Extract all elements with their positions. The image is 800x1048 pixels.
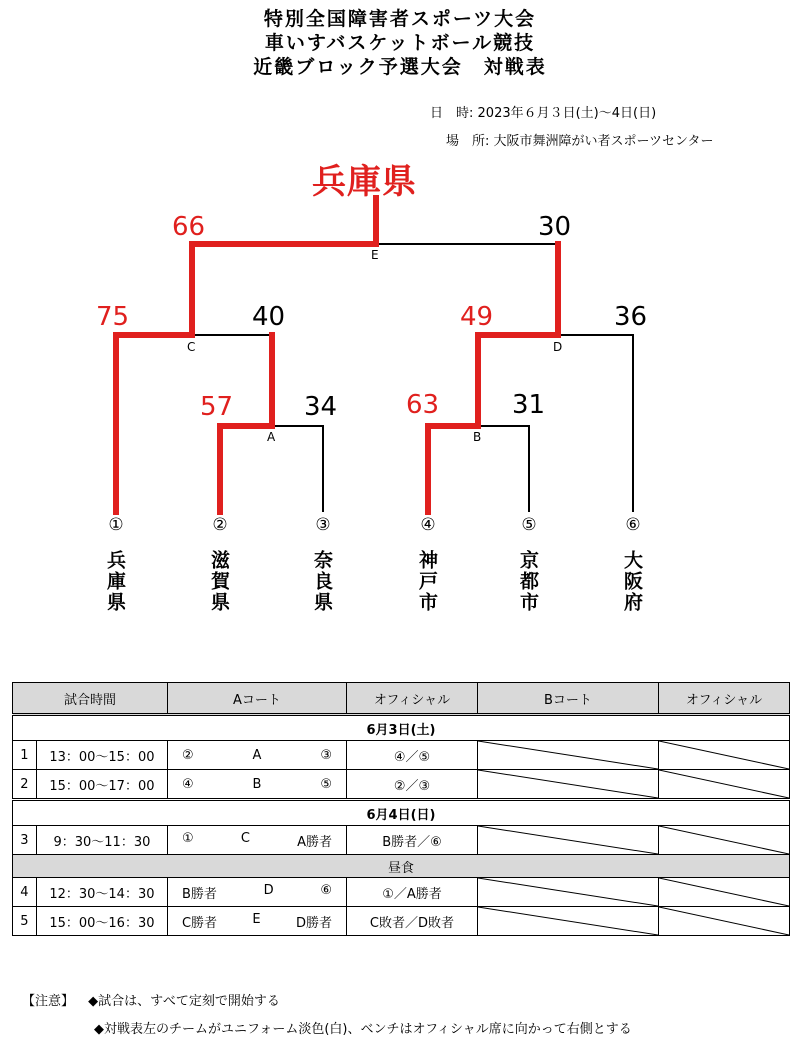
row-b-official-empty xyxy=(658,878,789,907)
win-path-A xyxy=(220,335,272,512)
row-a-court xyxy=(167,878,346,907)
row-time: 12：30～14：30 xyxy=(36,878,167,907)
seed-6: ⑥ xyxy=(625,515,641,535)
match-label-D: D xyxy=(553,340,563,354)
row-right-team: D勝者 xyxy=(295,915,332,931)
row-right-team: ③ xyxy=(320,747,332,763)
day-row-2 xyxy=(13,800,790,826)
header-official-b: オフィシャル xyxy=(658,683,789,715)
winning-lines xyxy=(116,198,558,512)
score-D-left: 49 xyxy=(460,302,494,332)
win-path-B xyxy=(428,244,558,512)
row-match: E xyxy=(252,911,261,927)
row-a-court xyxy=(167,741,346,770)
match-label-E: E xyxy=(371,248,379,262)
row-b-court-empty xyxy=(477,826,658,855)
title-line-2: 車いすバスケットボール競技 xyxy=(264,32,536,54)
score-B-right: 31 xyxy=(512,390,546,420)
header-b-court: Bコート xyxy=(477,683,658,715)
seed-2: ② xyxy=(212,515,228,535)
team-1: 兵庫県 xyxy=(104,550,126,613)
line-5 xyxy=(478,426,529,512)
row-no: 2 xyxy=(13,770,37,800)
row-time: 15：00～17：00 xyxy=(36,770,167,800)
row-b-official-empty xyxy=(658,741,789,770)
row-a-court xyxy=(167,770,346,800)
table-header-row xyxy=(13,683,790,715)
row-left-team: ④ xyxy=(181,776,194,792)
team-2: 滋賀県 xyxy=(208,550,230,613)
table-row xyxy=(13,770,790,800)
score-C-right: 40 xyxy=(252,302,286,332)
notes-text-1: ◆試合は、すべて定刻で開始する xyxy=(88,994,280,1009)
losing-lines xyxy=(192,244,633,512)
row-right-team: A勝者 xyxy=(297,834,332,850)
score-C-left: 75 xyxy=(96,302,130,332)
match-label-C: C xyxy=(187,340,196,354)
team-6: 大阪府 xyxy=(621,550,643,613)
header-a-court: Aコート xyxy=(167,683,346,715)
score-E-right: 30 xyxy=(538,212,572,242)
row-left-team: ① xyxy=(181,830,194,846)
row-b-court-empty xyxy=(477,878,658,907)
row-b-official-empty xyxy=(658,826,789,855)
row-left-team: ② xyxy=(181,747,194,763)
score-B-left: 63 xyxy=(406,390,440,420)
team-5: 京都市 xyxy=(517,550,539,613)
score-A-right: 34 xyxy=(304,392,338,422)
notes-line-2 xyxy=(94,1018,632,1037)
day-row-1 xyxy=(13,715,790,741)
title-line-3: 近畿ブロック予選大会 対戦表 xyxy=(253,56,547,78)
row-b-official-empty xyxy=(658,907,789,936)
row-match: D xyxy=(263,882,274,898)
day-label-2: 6月4日(日) xyxy=(13,800,790,826)
lunch-row xyxy=(13,855,790,878)
row-a-court xyxy=(167,907,346,936)
schedule-table xyxy=(12,682,790,936)
venue-value: 大阪市舞洲障がい者スポーツセンター xyxy=(493,134,714,149)
notes-line-1 xyxy=(22,990,280,1009)
row-no: 3 xyxy=(13,826,37,855)
table-row xyxy=(13,826,790,855)
line-6 xyxy=(558,335,633,512)
score-A-left: 57 xyxy=(200,392,234,422)
row-b-official-empty xyxy=(658,770,789,800)
date-value: 2023年６月３日(土)～4日(日) xyxy=(477,106,657,121)
date-label: 日 時: xyxy=(430,106,474,121)
match-label-A: A xyxy=(267,430,276,444)
row-no: 4 xyxy=(13,878,37,907)
match-label-B: B xyxy=(473,430,482,444)
row-b-court-empty xyxy=(477,770,658,800)
row-no: 1 xyxy=(13,741,37,770)
score-D-right: 36 xyxy=(614,302,648,332)
row-left-team: B勝者 xyxy=(181,886,217,902)
row-a-court xyxy=(167,826,346,855)
row-match: C xyxy=(240,830,250,846)
table-row xyxy=(13,907,790,936)
seed-1: ① xyxy=(108,515,124,535)
notes-text-2: ◆対戦表左のチームがユニフォーム淡色(白)、ベンチはオフィシャル席に向かって右側とする xyxy=(94,1022,632,1037)
team-4: 神戸市 xyxy=(416,550,438,613)
row-official: C敗者／D敗者 xyxy=(346,907,477,936)
header-official-a: オフィシャル xyxy=(346,683,477,715)
row-right-team: ⑤ xyxy=(320,776,332,792)
row-time: 15：00～16：30 xyxy=(36,907,167,936)
lunch-label: 昼食 xyxy=(13,855,790,878)
row-official: B勝者／⑥ xyxy=(346,826,477,855)
row-time: 13：00～15：00 xyxy=(36,741,167,770)
row-right-team: ⑥ xyxy=(320,882,332,898)
row-match: B xyxy=(252,776,262,792)
seed-5: ⑤ xyxy=(521,515,537,535)
win-path-1 xyxy=(116,335,192,512)
row-time: 9：30～11：30 xyxy=(36,826,167,855)
score-E-left: 66 xyxy=(172,212,206,242)
row-b-court-empty xyxy=(477,741,658,770)
seed-4: ④ xyxy=(420,515,436,535)
row-no: 5 xyxy=(13,907,37,936)
winner-name: 兵庫県 xyxy=(312,162,417,202)
team-3: 奈良県 xyxy=(311,550,333,613)
row-official: ④／⑤ xyxy=(346,741,477,770)
row-left-team: C勝者 xyxy=(181,915,218,931)
venue-label: 場 所: xyxy=(446,134,490,149)
notes-label: 【注意】 xyxy=(22,994,75,1009)
line-3 xyxy=(272,426,323,512)
title-line-1: 特別全国障害者スポーツ大会 xyxy=(263,8,537,30)
header-time: 試合時間 xyxy=(13,683,168,715)
day-label-1: 6月3日(土) xyxy=(13,715,790,741)
row-official: ①／A勝者 xyxy=(346,878,477,907)
table-row xyxy=(13,878,790,907)
row-match: A xyxy=(252,747,262,763)
row-b-court-empty xyxy=(477,907,658,936)
table-row xyxy=(13,741,790,770)
row-official: ②／③ xyxy=(346,770,477,800)
seed-3: ③ xyxy=(315,515,331,535)
